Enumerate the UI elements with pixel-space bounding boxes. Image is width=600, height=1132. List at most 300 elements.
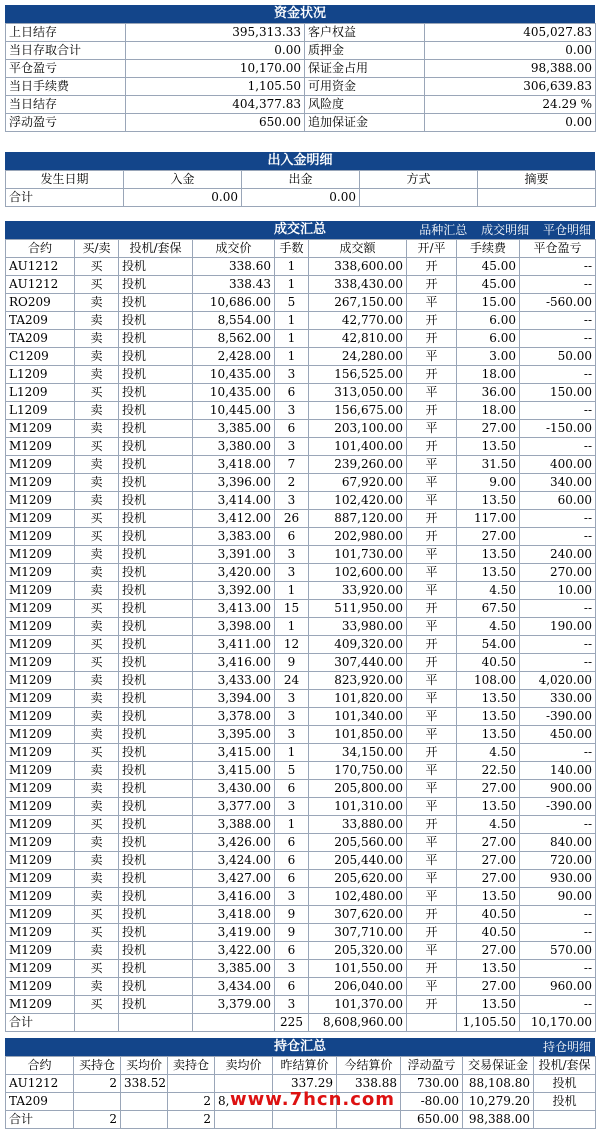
funds-row — [6, 78, 596, 96]
trade-cell: 卖 — [75, 672, 119, 690]
trade-cell: 400.00 — [520, 456, 596, 474]
trade-cell: 投机 — [119, 276, 193, 294]
trade-cell: 307,440.00 — [309, 654, 407, 672]
trade-cell: 13.50 — [457, 708, 520, 726]
trade-cell: 54.00 — [457, 636, 520, 654]
trade-cell: 42,810.00 — [309, 330, 407, 348]
trade-cell: 投机 — [119, 600, 193, 618]
trade-cell: 投机 — [119, 330, 193, 348]
table-row — [6, 960, 596, 978]
trade-cell: 1 — [275, 276, 309, 294]
trade-cell: 卖 — [75, 366, 119, 384]
trade-cell: 13.50 — [457, 438, 520, 456]
table-row — [6, 852, 596, 870]
trade-cell: 33,880.00 — [309, 816, 407, 834]
cash-header-row — [6, 171, 596, 189]
trades-title: 成交汇总 — [273, 222, 326, 237]
trade-cell: 3 — [275, 492, 309, 510]
trade-cell: 45.00 — [457, 258, 520, 276]
trade-cell: 买 — [75, 996, 119, 1014]
total-cell — [193, 1014, 275, 1032]
total-cell: 225 — [275, 1014, 309, 1032]
cash-section — [5, 152, 595, 207]
trade-cell: 3,412.00 — [193, 510, 275, 528]
trade-cell: 3 — [275, 996, 309, 1014]
trade-cell: 6 — [275, 942, 309, 960]
trade-cell: M1209 — [6, 942, 75, 960]
position-cell: 730.00 — [401, 1075, 463, 1093]
trade-cell: 平 — [407, 420, 457, 438]
trade-cell: 13.50 — [457, 690, 520, 708]
trade-cell: M1209 — [6, 600, 75, 618]
trade-cell: 15.00 — [457, 294, 520, 312]
trade-cell: 13.50 — [457, 960, 520, 978]
trade-cell: 10,435.00 — [193, 384, 275, 402]
table-row — [6, 438, 596, 456]
funds-label: 可用资金 — [305, 78, 425, 96]
position-cell: 88,108.80 — [463, 1075, 534, 1093]
trade-cell: 3,415.00 — [193, 744, 275, 762]
trade-cell: 卖 — [75, 420, 119, 438]
trade-cell: M1209 — [6, 582, 75, 600]
total-cell: 8,608,960.00 — [309, 1014, 407, 1032]
trade-cell: 15 — [275, 600, 309, 618]
trade-cell: 开 — [407, 276, 457, 294]
trade-cell: 150.00 — [520, 384, 596, 402]
trade-cell: 卖 — [75, 726, 119, 744]
trade-cell: AU1212 — [6, 258, 75, 276]
trade-cell: 6.00 — [457, 330, 520, 348]
column-header: 出金 — [242, 171, 360, 189]
funds-label: 当日结存 — [6, 96, 126, 114]
trade-cell: M1209 — [6, 528, 75, 546]
funds-label: 平仓盈亏 — [6, 60, 126, 78]
positions-section — [5, 1038, 595, 1129]
funds-title: 资金状况 — [273, 6, 326, 21]
position-cell: 投机 — [534, 1075, 596, 1093]
trade-cell: 108.00 — [457, 672, 520, 690]
trade-cell: -- — [520, 438, 596, 456]
trade-cell: 3 — [275, 690, 309, 708]
funds-value: 405,027.83 — [425, 24, 596, 42]
trade-cell: 8,554.00 — [193, 312, 275, 330]
trade-cell: 卖 — [75, 852, 119, 870]
trade-cell: 3 — [275, 402, 309, 420]
column-header: 交易保证金 — [463, 1057, 534, 1075]
trade-cell: 3,392.00 — [193, 582, 275, 600]
trade-cell: M1209 — [6, 978, 75, 996]
funds-value: 24.29 % — [425, 96, 596, 114]
trade-cell: 买 — [75, 600, 119, 618]
table-row — [6, 780, 596, 798]
total-cell: 2 — [74, 1111, 121, 1129]
trade-cell: 投机 — [119, 348, 193, 366]
trade-cell: 卖 — [75, 312, 119, 330]
trade-cell: 40.50 — [457, 924, 520, 942]
total-cell: 650.00 — [401, 1111, 463, 1129]
trade-cell: 平 — [407, 348, 457, 366]
total-cell — [360, 189, 478, 207]
trade-cell: 卖 — [75, 798, 119, 816]
trade-cell: 平 — [407, 780, 457, 798]
total-cell: 10,170.00 — [520, 1014, 596, 1032]
trade-cell: 投机 — [119, 834, 193, 852]
trade-cell: 18.00 — [457, 402, 520, 420]
trade-cell: 27.00 — [457, 834, 520, 852]
column-header: 卖持仓 — [168, 1057, 215, 1075]
table-row — [6, 582, 596, 600]
trade-cell: 平 — [407, 294, 457, 312]
column-header: 投机/套保 — [119, 240, 193, 258]
table-row — [6, 672, 596, 690]
trade-cell: 3,420.00 — [193, 564, 275, 582]
column-header: 发生日期 — [6, 171, 124, 189]
trade-cell: -- — [520, 510, 596, 528]
trade-cell: 3 — [275, 564, 309, 582]
funds-label: 风险度 — [305, 96, 425, 114]
trade-cell: TA209 — [6, 330, 75, 348]
trade-cell: 3,430.00 — [193, 780, 275, 798]
trade-cell: 3 — [275, 708, 309, 726]
trade-cell: 投机 — [119, 294, 193, 312]
trade-cell: 102,420.00 — [309, 492, 407, 510]
trade-cell: 投机 — [119, 816, 193, 834]
trade-cell: 投机 — [119, 636, 193, 654]
table-row — [6, 888, 596, 906]
trade-cell: 60.00 — [520, 492, 596, 510]
trade-cell: 36.00 — [457, 384, 520, 402]
funds-label: 追加保证金 — [305, 114, 425, 132]
positions-title: 持仓汇总 — [273, 1039, 326, 1054]
trade-cell: 开 — [407, 744, 457, 762]
position-cell: 338.88 — [337, 1075, 401, 1093]
trade-cell: 6 — [275, 528, 309, 546]
trade-cell: 267,150.00 — [309, 294, 407, 312]
trade-cell: 投机 — [119, 492, 193, 510]
funds-label: 客户权益 — [305, 24, 425, 42]
trade-cell: 3,391.00 — [193, 546, 275, 564]
table-row — [6, 474, 596, 492]
trade-cell: 投机 — [119, 510, 193, 528]
trade-cell: 3 — [275, 888, 309, 906]
table-row — [6, 690, 596, 708]
table-row — [6, 348, 596, 366]
table-row — [6, 906, 596, 924]
trade-cell: 卖 — [75, 348, 119, 366]
trade-cell: 101,550.00 — [309, 960, 407, 978]
column-header: 合约 — [6, 1057, 74, 1075]
trade-cell: 102,480.00 — [309, 888, 407, 906]
trade-cell: RO209 — [6, 294, 75, 312]
trade-cell: 338.43 — [193, 276, 275, 294]
trade-cell: 开 — [407, 996, 457, 1014]
trade-cell: 4.50 — [457, 618, 520, 636]
trade-cell: 156,675.00 — [309, 402, 407, 420]
trade-cell: 买 — [75, 438, 119, 456]
trade-cell: 平 — [407, 690, 457, 708]
total-cell — [407, 1014, 457, 1032]
trade-cell: 42,770.00 — [309, 312, 407, 330]
trade-cell: 1 — [275, 582, 309, 600]
trade-cell: 3,413.00 — [193, 600, 275, 618]
trade-cell: M1209 — [6, 474, 75, 492]
trade-cell: M1209 — [6, 726, 75, 744]
table-row — [6, 654, 596, 672]
close-detail-link[interactable]: 平仓明细 — [542, 223, 591, 237]
funds-label: 上日结存 — [6, 24, 126, 42]
trade-cell: 投机 — [119, 438, 193, 456]
trade-cell: 102,600.00 — [309, 564, 407, 582]
trade-cell: 平 — [407, 726, 457, 744]
table-row — [6, 294, 596, 312]
trade-cell: M1209 — [6, 906, 75, 924]
trade-cell: 3,378.00 — [193, 708, 275, 726]
trade-cell: 开 — [407, 312, 457, 330]
column-header: 方式 — [360, 171, 478, 189]
trade-cell: 投机 — [119, 942, 193, 960]
trade-cell: 2 — [275, 474, 309, 492]
trade-cell: 买 — [75, 276, 119, 294]
trade-cell: 205,320.00 — [309, 942, 407, 960]
funds-table — [5, 23, 596, 132]
trade-cell: 投机 — [119, 258, 193, 276]
trade-cell: 开 — [407, 402, 457, 420]
trade-cell: 960.00 — [520, 978, 596, 996]
trade-cell: -- — [520, 996, 596, 1014]
trade-cell: 投机 — [119, 870, 193, 888]
trade-cell: M1209 — [6, 438, 75, 456]
trade-cell: 3,398.00 — [193, 618, 275, 636]
table-row — [6, 366, 596, 384]
trade-cell: 投机 — [119, 762, 193, 780]
column-header: 合约 — [6, 240, 75, 258]
trade-cell: 6.00 — [457, 312, 520, 330]
trade-cell: M1209 — [6, 852, 75, 870]
trade-cell: 投机 — [119, 618, 193, 636]
trade-cell: M1209 — [6, 636, 75, 654]
trade-cell: 卖 — [75, 834, 119, 852]
trade-cell: 平 — [407, 456, 457, 474]
trade-cell: 卖 — [75, 942, 119, 960]
table-row — [6, 708, 596, 726]
total-cell: 98,388.00 — [463, 1111, 534, 1129]
trade-cell: 1 — [275, 348, 309, 366]
trade-cell: 3,426.00 — [193, 834, 275, 852]
position-cell: 10,279.20 — [463, 1093, 534, 1111]
trade-cell: 205,800.00 — [309, 780, 407, 798]
cash-header — [5, 152, 595, 170]
trade-cell: 买 — [75, 258, 119, 276]
position-cell: AU1212 — [6, 1075, 74, 1093]
table-row — [6, 546, 596, 564]
column-header: 投机/套保 — [534, 1057, 596, 1075]
trade-cell: 823,920.00 — [309, 672, 407, 690]
trade-cell: 平 — [407, 942, 457, 960]
table-row — [6, 276, 596, 294]
funds-value: 0.00 — [425, 42, 596, 60]
trade-cell: 27.00 — [457, 942, 520, 960]
trade-cell: 卖 — [75, 456, 119, 474]
trade-cell: 27.00 — [457, 852, 520, 870]
trade-cell: 3,419.00 — [193, 924, 275, 942]
trade-cell: 卖 — [75, 978, 119, 996]
trade-cell: 27.00 — [457, 420, 520, 438]
trade-cell: 13.50 — [457, 564, 520, 582]
trade-cell: -- — [520, 402, 596, 420]
trade-cell: 338,600.00 — [309, 258, 407, 276]
trade-cell: 投机 — [119, 672, 193, 690]
trade-cell: 10.00 — [520, 582, 596, 600]
trade-cell: 409,320.00 — [309, 636, 407, 654]
trade-cell: 3,388.00 — [193, 816, 275, 834]
trade-cell: 3.00 — [457, 348, 520, 366]
trade-cell: 270.00 — [520, 564, 596, 582]
trade-cell: M1209 — [6, 888, 75, 906]
trade-cell: 平 — [407, 978, 457, 996]
position-cell — [74, 1093, 121, 1111]
trade-cell: 26 — [275, 510, 309, 528]
total-cell: 合计 — [6, 1111, 74, 1129]
trade-cell: 313,050.00 — [309, 384, 407, 402]
total-cell — [478, 189, 596, 207]
trade-cell: 1 — [275, 744, 309, 762]
trade-cell: TA209 — [6, 312, 75, 330]
trade-cell: -- — [520, 960, 596, 978]
trade-cell: 570.00 — [520, 942, 596, 960]
trade-cell: 开 — [407, 924, 457, 942]
table-row — [6, 330, 596, 348]
trade-cell: -- — [520, 906, 596, 924]
trade-cell: M1209 — [6, 654, 75, 672]
trade-cell: 9 — [275, 906, 309, 924]
trade-cell: 3 — [275, 546, 309, 564]
trade-cell: 27.00 — [457, 978, 520, 996]
trade-cell: 10,435.00 — [193, 366, 275, 384]
trade-cell: 27.00 — [457, 528, 520, 546]
funds-row — [6, 60, 596, 78]
trade-cell: -390.00 — [520, 798, 596, 816]
trade-cell: 平 — [407, 834, 457, 852]
trade-cell: 卖 — [75, 690, 119, 708]
trade-cell: 50.00 — [520, 348, 596, 366]
table-row — [6, 456, 596, 474]
trade-cell: 买 — [75, 510, 119, 528]
position-cell: -80.00 — [401, 1093, 463, 1111]
trade-cell: -- — [520, 258, 596, 276]
trades-total-row — [6, 1014, 596, 1032]
table-row — [6, 798, 596, 816]
trade-cell: 13.50 — [457, 492, 520, 510]
trade-cell: 开 — [407, 906, 457, 924]
trade-cell: 投机 — [119, 456, 193, 474]
funds-row — [6, 114, 596, 132]
trade-cell: -- — [520, 312, 596, 330]
trade-cell: -- — [520, 330, 596, 348]
trade-cell: 7 — [275, 456, 309, 474]
trade-cell: 投机 — [119, 384, 193, 402]
funds-label: 质押金 — [305, 42, 425, 60]
trade-cell: M1209 — [6, 798, 75, 816]
trade-cell: M1209 — [6, 834, 75, 852]
trade-cell: 3,385.00 — [193, 960, 275, 978]
trade-cell: 投机 — [119, 582, 193, 600]
column-header: 买/卖 — [75, 240, 119, 258]
funds-value: 0.00 — [126, 42, 305, 60]
trade-cell: -- — [520, 600, 596, 618]
funds-header — [5, 5, 595, 23]
variety-summary-link[interactable]: 品种汇总 — [419, 223, 468, 237]
trade-cell: 33,920.00 — [309, 582, 407, 600]
trade-cell: 3,411.00 — [193, 636, 275, 654]
trade-cell: 买 — [75, 654, 119, 672]
trade-cell: 卖 — [75, 618, 119, 636]
trade-cell: -- — [520, 744, 596, 762]
position-cell: 投机 — [534, 1093, 596, 1111]
funds-value: 1,105.50 — [126, 78, 305, 96]
trade-cell: 平 — [407, 546, 457, 564]
column-header: 入金 — [124, 171, 242, 189]
trade-cell: L1209 — [6, 384, 75, 402]
trade-cell: 3,433.00 — [193, 672, 275, 690]
trade-cell: 1 — [275, 258, 309, 276]
table-row — [6, 762, 596, 780]
trades-header — [5, 221, 595, 239]
trade-cell: 240.00 — [520, 546, 596, 564]
funds-label: 当日手续费 — [6, 78, 126, 96]
trade-cell: 投机 — [119, 420, 193, 438]
positions-header — [5, 1038, 595, 1056]
trade-cell: 6 — [275, 780, 309, 798]
trade-cell: 5 — [275, 294, 309, 312]
trade-cell: 9 — [275, 654, 309, 672]
trade-cell: M1209 — [6, 690, 75, 708]
watermark: www.7hcn.com — [230, 1089, 396, 1110]
trade-cell: 投机 — [119, 744, 193, 762]
total-cell: 合计 — [6, 189, 124, 207]
trade-cell: 3,377.00 — [193, 798, 275, 816]
trade-cell: 307,710.00 — [309, 924, 407, 942]
trade-cell: 平 — [407, 618, 457, 636]
trade-cell: M1209 — [6, 510, 75, 528]
trade-cell: 买 — [75, 528, 119, 546]
total-cell — [534, 1111, 596, 1129]
trade-cell: 开 — [407, 510, 457, 528]
trade-cell: 101,310.00 — [309, 798, 407, 816]
trade-cell: 投机 — [119, 708, 193, 726]
trade-cell: 10,445.00 — [193, 402, 275, 420]
trade-cell: 3 — [275, 798, 309, 816]
trade-cell: 13.50 — [457, 996, 520, 1014]
trade-cell: 投机 — [119, 402, 193, 420]
trade-cell: 买 — [75, 816, 119, 834]
trade-cell: 3,394.00 — [193, 690, 275, 708]
total-cell — [215, 1111, 273, 1129]
trade-cell: 开 — [407, 654, 457, 672]
table-row — [6, 384, 596, 402]
column-header: 今结算价 — [337, 1057, 401, 1075]
trades-section — [5, 221, 595, 1032]
total-cell — [75, 1014, 119, 1032]
position-detail-link[interactable]: 持仓明细 — [542, 1040, 591, 1054]
trade-cell: M1209 — [6, 492, 75, 510]
table-row — [6, 636, 596, 654]
trade-cell: 27.00 — [457, 870, 520, 888]
trade-detail-link[interactable]: 成交明细 — [481, 223, 530, 237]
table-row — [6, 978, 596, 996]
column-header: 成交价 — [193, 240, 275, 258]
funds-label: 浮动盈亏 — [6, 114, 126, 132]
column-header: 平仓盈亏 — [520, 240, 596, 258]
